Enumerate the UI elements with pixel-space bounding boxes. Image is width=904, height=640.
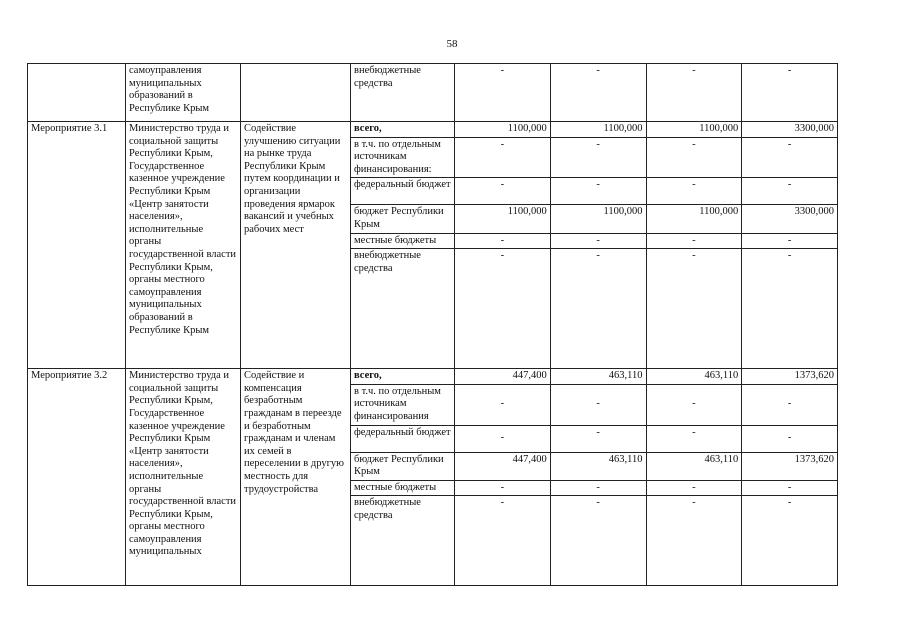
value-cell: 463,110 — [550, 369, 646, 385]
value-cell: 463,110 — [646, 369, 742, 385]
source-cell: бюджет Республики Крым — [351, 452, 455, 480]
value-cell: 1373,620 — [742, 369, 838, 385]
value-cell: - — [550, 496, 646, 586]
page-number: 58 — [446, 38, 458, 50]
value-cell: 1100,000 — [550, 205, 646, 233]
goal-cell — [241, 64, 351, 122]
value-cell: - — [742, 64, 838, 122]
source-cell: бюджет Республики Крым — [351, 205, 455, 233]
source-cell: федеральный бюджет — [351, 425, 455, 452]
value-cell: - — [646, 425, 742, 452]
source-cell: внебюджетные средства — [351, 496, 455, 586]
value-cell: - — [742, 249, 838, 369]
value-cell: - — [646, 496, 742, 586]
value-cell: - — [550, 178, 646, 205]
value-cell: 1100,000 — [455, 122, 551, 138]
value-cell: 463,110 — [550, 452, 646, 480]
measure-name: Мероприятие 3.2 — [28, 369, 126, 586]
value-cell: - — [646, 64, 742, 122]
table-row — [28, 369, 838, 385]
value-cell: - — [742, 480, 838, 496]
value-cell: 447,400 — [455, 369, 551, 385]
value-cell: - — [455, 137, 551, 178]
value-cell: - — [646, 480, 742, 496]
table-row — [28, 122, 838, 138]
value-cell: - — [742, 425, 838, 452]
value-cell: - — [455, 496, 551, 586]
value-cell: - — [646, 233, 742, 249]
value-cell: 1100,000 — [550, 122, 646, 138]
executor-cell: Министерство труда и социальной защиты Республики Крым, Государственное казенное учреждение Республики Крым «Центр занятости населения», исполнительные органы государственной власти Республики Крым, органы местного самоуправления муниципальных — [126, 369, 241, 586]
table-row — [28, 64, 838, 122]
value-cell: - — [742, 384, 838, 425]
value-cell: - — [550, 425, 646, 452]
measure-cell — [28, 64, 126, 122]
source-cell: всего, — [351, 369, 455, 385]
source-cell: местные бюджеты — [351, 480, 455, 496]
value-cell: - — [646, 249, 742, 369]
value-cell: - — [550, 64, 646, 122]
financing-table — [27, 63, 838, 586]
source-cell: внебюджетные средства — [351, 64, 455, 122]
value-cell: 1100,000 — [455, 205, 551, 233]
value-cell: - — [550, 233, 646, 249]
goal-cell: Содействие и компенсация безработным гражданам в переезде и безработным гражданам и членам их семей в переселении в другую местность для трудоустройства — [241, 369, 351, 586]
measure-name: Мероприятие 3.1 — [28, 122, 126, 369]
value-cell: - — [455, 233, 551, 249]
source-cell: в т.ч. по отдельным источникам финансирования: — [351, 137, 455, 178]
value-cell: - — [742, 178, 838, 205]
source-cell: местные бюджеты — [351, 233, 455, 249]
value-cell: 447,400 — [455, 452, 551, 480]
value-cell: - — [646, 384, 742, 425]
value-cell: - — [550, 384, 646, 425]
value-cell: 3300,000 — [742, 122, 838, 138]
value-cell: - — [455, 64, 551, 122]
value-cell: - — [550, 249, 646, 369]
value-cell: - — [742, 137, 838, 178]
value-cell: - — [455, 384, 551, 425]
value-cell: 1100,000 — [646, 122, 742, 138]
value-cell: 1100,000 — [646, 205, 742, 233]
value-cell: - — [742, 233, 838, 249]
source-cell: в т.ч. по отдельным источникам финансирования — [351, 384, 455, 425]
value-cell: - — [550, 137, 646, 178]
value-cell: - — [742, 496, 838, 586]
value-cell: - — [455, 425, 551, 452]
value-cell: - — [550, 480, 646, 496]
goal-cell: Содействие улучшению ситуации на рынке труда Республики Крым путем координации и организации проведения ярмарок вакансий и учебных рабочих мест — [241, 122, 351, 369]
source-cell: всего, — [351, 122, 455, 138]
value-cell: - — [455, 480, 551, 496]
value-cell: - — [646, 137, 742, 178]
value-cell: 3300,000 — [742, 205, 838, 233]
value-cell: 1373,620 — [742, 452, 838, 480]
value-cell: - — [646, 178, 742, 205]
executor-cell: Министерство труда и социальной защиты Республики Крым, Государственное казенное учреждение Республики Крым «Центр занятости населения», исполнительные органы государственной власти Республики Крым, органы местного самоуправления муниципальных образований в Республике Крым — [126, 122, 241, 369]
source-cell: федеральный бюджет — [351, 178, 455, 205]
source-cell: внебюджетные средства — [351, 249, 455, 369]
value-cell: - — [455, 178, 551, 205]
value-cell: 463,110 — [646, 452, 742, 480]
value-cell: - — [455, 249, 551, 369]
executor-cell: самоуправления муниципальных образований в Республике Крым — [126, 64, 241, 122]
